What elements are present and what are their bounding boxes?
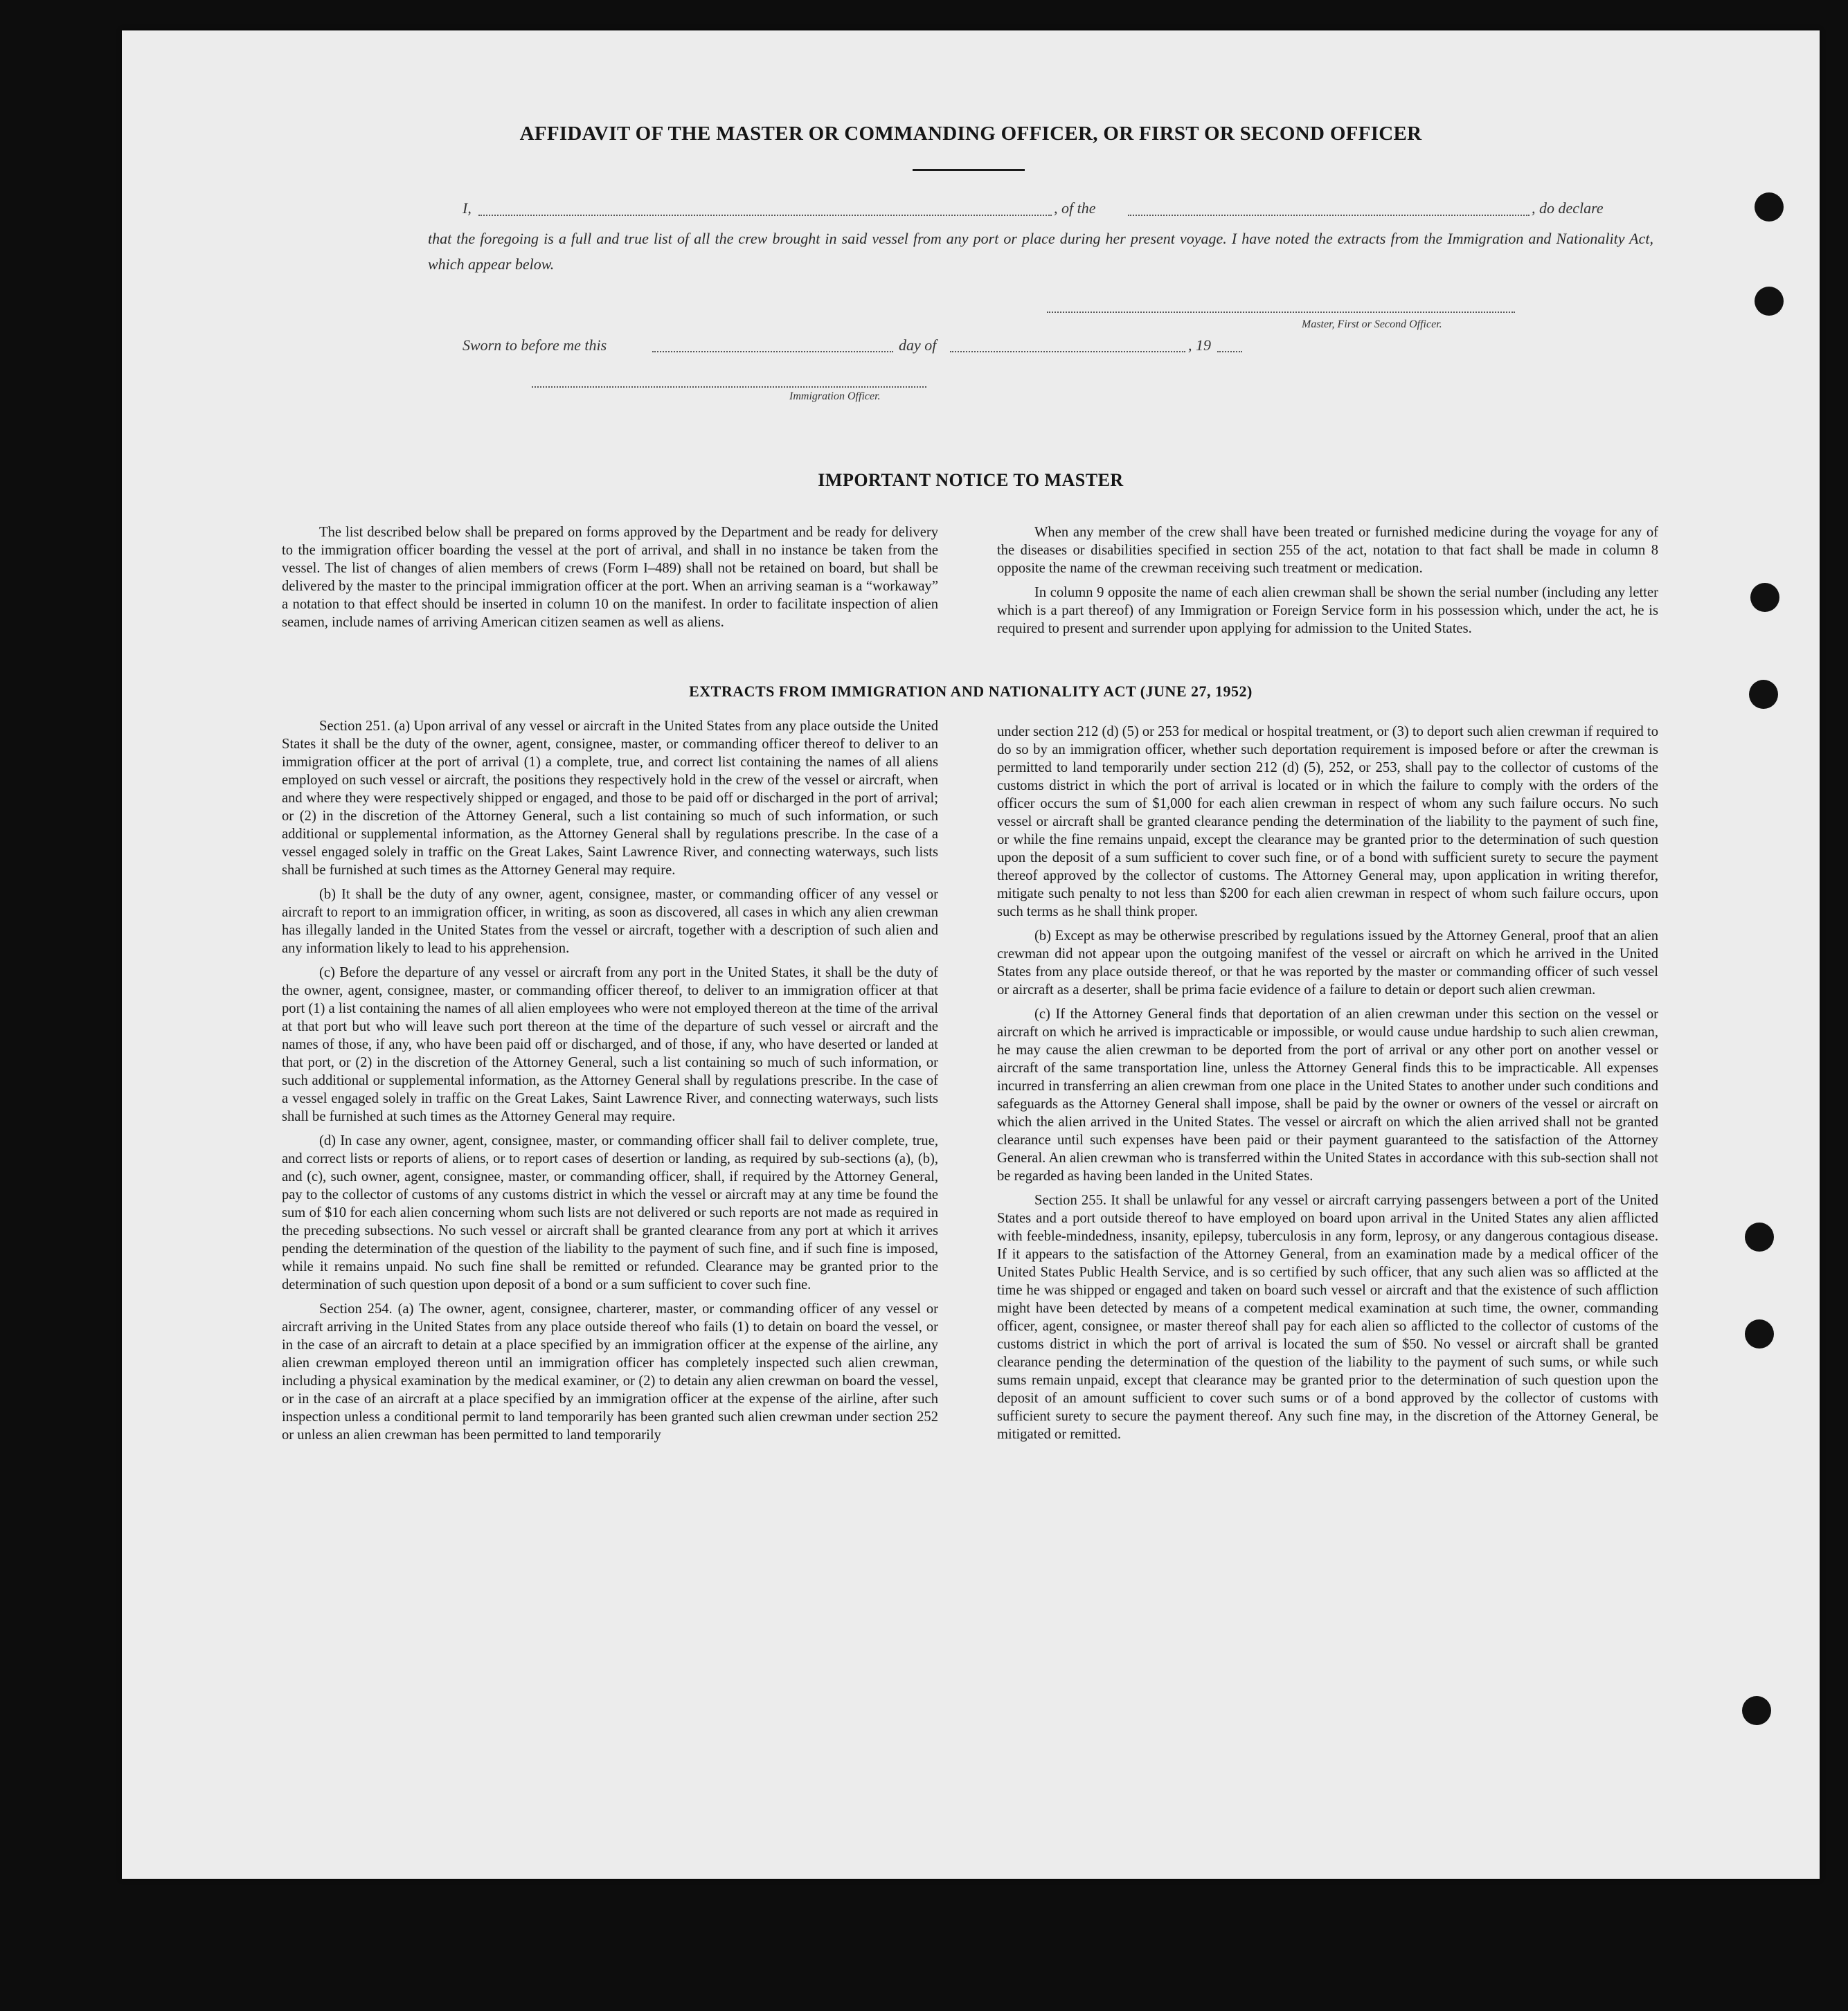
sworn-label: Sworn to before me this <box>463 336 607 354</box>
sworn-month-line[interactable] <box>950 351 1185 352</box>
section-paragraph: (b) It shall be the duty of any owner, agent, consignee, master, or commanding officer of any vessel or aircraft to report to an immigration officer, in writing, as soon as discovered, all cases in which any alien crewman has illegally landed in the United States from the vessel or aircraft, together with a description of such alien and any information likely to lead to his apprehension. <box>282 887 938 956</box>
extracts-left-column <box>282 717 938 1450</box>
punch-hole <box>1755 287 1784 316</box>
notice-left-column <box>282 523 938 638</box>
heading-rule <box>913 169 1025 171</box>
notice-right-column <box>997 523 1658 644</box>
extracts-right-column <box>997 723 1658 1450</box>
notice-right-paragraph: In column 9 opposite the name of each alien crewman shall be shown the serial number (including any letter which is a part thereof) of any Immigration or Foreign Service form in his possession which, under the act, he is required to present and surrender upon applying for admission to the United States. <box>997 585 1658 636</box>
officer-signature-line[interactable] <box>532 386 926 388</box>
section-paragraph: Section 251. (a) Upon arrival of any vessel or aircraft in the United States from any place outside the United States it shall be the duty of the owner, agent, consignee, master, or commanding officer thereof to deliver to an immigration officer at the port of arrival (1) a complete, true, and correct list containing the names of all aliens employed on such vessel or aircraft, the positions they respectively hold in the crew of the vessel or aircraft, when and where they were respectively shipped or engaged, and those to be paid off or discharged in the port of arrival; or (2) in the discretion of the Attorney General, such a list containing so much of such information, or such additional or supplemental information, as the Attorney General shall by regulations prescribe. In the case of a vessel engaged solely in traffic on the Great Lakes, Saint Lawrence River, and connecting waterways, such lists shall be furnished at such times as the Attorney General may require. <box>282 719 938 878</box>
notice-heading: IMPORTANT NOTICE TO MASTER <box>818 470 1124 490</box>
punch-hole <box>1750 583 1779 612</box>
section-paragraph: Section 254. (a) The owner, agent, consignee, charterer, master, or commanding officer of any vessel or aircraft arriving in the United States from any place outside thereof who fails (1) to detain on board the vessel, or in the case of an aircraft to detain at a place specified by an immigration officer at the expense of the airline, any alien crewman employed thereon until an immigration officer has completely inspected such alien crewman, including a physical examination by the medical examiner, or (2) to detain any alien crewman on board the vessel, or in the case of an aircraft at a place specified by an immigration officer at the expense of the airline, after such inspection unless a conditional permit to land temporarily has been granted such alien crewman under section 252 or unless an alien crewman has been permitted to land temporarily <box>282 1301 938 1443</box>
punch-hole <box>1745 1223 1774 1252</box>
do-declare-label: , do declare <box>1532 199 1604 217</box>
section-paragraph: (c) Before the departure of any vessel or aircraft from any port in the United States, it shall be the duty of the owner, agent, consignee, master, or commanding officer thereof, to deliver to an immigration officer at that port (1) a list containing the names of all alien employees who were not employed thereon at the time of the arrival at that port but who will leave such port thereon at the time of the departure of such vessel or aircraft and the names of those, if any, who have been paid off or discharged, and of those, if any, who have deserted or landed at that port, or (2) in the discretion of the Attorney General, such a list containing so much of such information, or such additional or supplemental information, as the Attorney General shall by regulations prescribe. In the case of a vessel engaged solely in traffic on the Great Lakes, Saint Lawrence River, and connecting waterways, such lists shall be furnished at such times as the Attorney General may require. <box>282 965 938 1124</box>
year-line[interactable] <box>1217 351 1242 352</box>
master-caption: Master, First or Second Officer. <box>1302 318 1442 330</box>
extracts-heading: EXTRACTS FROM IMMIGRATION AND NATIONALITY ACT (JUNE 27, 1952) <box>689 683 1253 700</box>
section-paragraph: (b) Except as may be otherwise prescribed by regulations issued by the Attorney General, proof that an alien crewman did not appear upon the outgoing manifest of the vessel or aircraft on which he arrived in the United States from any place outside thereof, or that he was reported by the master or commanding officer of such vessel or aircraft as a deserter, shall be prima facie evidence of a failure to detain or deport such alien crewman. <box>997 928 1658 998</box>
affidavit-heading: AFFIDAVIT OF THE MASTER OR COMMANDING OFFICER, OR FIRST OR SECOND OFFICER <box>519 123 1422 145</box>
declarant-label: I, <box>463 199 472 217</box>
document-page <box>122 30 1820 1879</box>
punch-hole <box>1745 1319 1774 1349</box>
declaration-text: that the foregoing is a full and true list of all the crew brought in said vessel from any port or place during her present voyage. I have noted the extracts from the Immigration and Nationality Act, which appear below. <box>428 230 1653 273</box>
declarant-name-line[interactable] <box>478 215 1052 216</box>
section-paragraph: Section 255. It shall be unlawful for any vessel or aircraft carrying passengers between a port of the United States and a port outside thereof to have employed on board upon arrival in the United States any alien afflicted with feeble-mindedness, insanity, epilepsy, tuberculosis in any form, leprosy, or any dangerous contagious disease. If it appears to the satisfaction of the Attorney General, from an examination made by a medical officer of the United States Public Health Service, and is so certified by such officer, that any such alien was so afflicted at the time he was shipped or engaged and taken on board such vessel or aircraft and that the existence of such affliction might have been detected by means of a competent medical examination at such time, the owner, commanding officer, agent, consignee, or master thereof shall pay for each alien so afflicted to the collector of customs of the customs district in which the port of arrival is located the sum of $50. No vessel or aircraft shall be granted clearance pending the determination of the question of the liability to the payment of such sums, or while such sums remain unpaid, except that clearance may be granted prior to the determination of such question upon the deposit of an amount sufficient to cover such sums or of a bond approved by the collector of customs with sufficient surety to secure the payment thereof. Any such fine may, in the discretion of the Attorney General, be mitigated or remitted. <box>997 1193 1658 1442</box>
officer-caption: Immigration Officer. <box>789 390 881 402</box>
punch-hole <box>1742 1696 1771 1725</box>
vessel-name-line[interactable] <box>1128 215 1529 216</box>
notice-left-paragraph: The list described below shall be prepared on forms approved by the Department and be ready for delivery to the immigration officer boarding the vessel at the port of arrival, and shall in no instance be taken from the vessel. The list of changes of alien members of crews (Form I–489) shall not be retained on board, but shall be delivered by the master to the principal immigration officer at the port. When an arriving seaman is a “workaway” a notation to that effect should be inserted in column 10 on the manifest. In order to facilitate inspection of alien seamen, include names of arriving American citizen seamen as well as aliens. <box>282 525 938 630</box>
notice-right-paragraph: When any member of the crew shall have been treated or furnished medicine during the voyage for any of the diseases or disabilities specified in section 255 of the act, notation to that fact shall be made in column 8 opposite the name of the crewman receiving such treatment or medication. <box>997 525 1658 576</box>
master-signature-line[interactable] <box>1047 312 1515 313</box>
sworn-day-line[interactable] <box>652 351 893 352</box>
punch-hole <box>1749 680 1778 709</box>
section-paragraph: under section 212 (d) (5) or 253 for medical or hospital treatment, or (3) to deport such alien crewman if required to do so by an immigration officer, whether such deportation requirement is imposed before or after the crewman is permitted to land temporarily under section 212 (d) (5), 252, or 253, shall pay to the collector of customs of the customs district in which the port of arrival is located or in which the failure to comply with the orders of the officer occurs the sum of $1,000 for each alien crewman in respect of whom any such failure occurs. No such vessel or aircraft shall be granted clearance pending the determination of the liability to the payment of such fine, or while the fine remains unpaid, except the clearance may be granted prior to the determination of such question upon the deposit of a sum sufficient to cover such fine, or of a bond with sufficient surety to secure the payment thereof approved by the collector of customs. The Attorney General may, upon application in writing therefor, mitigate such penalty to not less than $200 for each alien crewman in respect of whom such failure occurs, upon such terms as he shall think proper. <box>997 724 1659 919</box>
day-of-label: day of <box>899 336 937 354</box>
of-the-label: , of the <box>1054 199 1096 217</box>
section-paragraph: (d) In case any owner, agent, consignee, master, or commanding officer shall fail to deliver complete, true, and correct lists or reports of aliens, or to report cases of desertion or landing, as required by sub-sections (a), (b), and (c), such owner, agent, consignee, master, or commanding officer, shall, if required by the Attorney General, pay to the collector of customs of any customs district in which the vessel or aircraft may at any time be found the sum of $10 for each alien concerning whom such lists are not delivered or such reports are not made as required in the preceding subsections. No such vessel or aircraft shall be granted clearance from any port at which it arrives pending the determination of the question of the liability to the payment of such fine, and if such fine is imposed, while it remains unpaid. No such fine shall be remitted or refunded. Clearance may be granted prior to the determination of such question upon deposit of a bond or a sum sufficient to cover such fine. <box>282 1133 938 1292</box>
year-label: , 19 <box>1188 336 1211 354</box>
punch-hole <box>1755 192 1784 222</box>
section-paragraph: (c) If the Attorney General finds that deportation of an alien crewman under this section on the vessel or aircraft on which he arrived is impracticable or impossible, or would cause undue hardship to such alien crewman, he may cause the alien crewman to be deported from the port of arrival or any other port on another vessel or aircraft of the same transportation line, unless the Attorney General finds this to be impracticable. All expenses incurred in transferring an alien crewman from one place in the United States to another under such conditions and safeguards as the Attorney General shall impose, shall be paid by the owner or owners of the vessel or aircraft on which the alien arrived in the United States. The vessel or aircraft on which the alien arrived shall not be granted clearance until such expenses have been paid or their payment guaranteed to the satisfaction of the Attorney General. An alien crewman who is transferred within the United States in accordance with this sub-section shall not be regarded as having been landed in the United States. <box>997 1007 1658 1184</box>
